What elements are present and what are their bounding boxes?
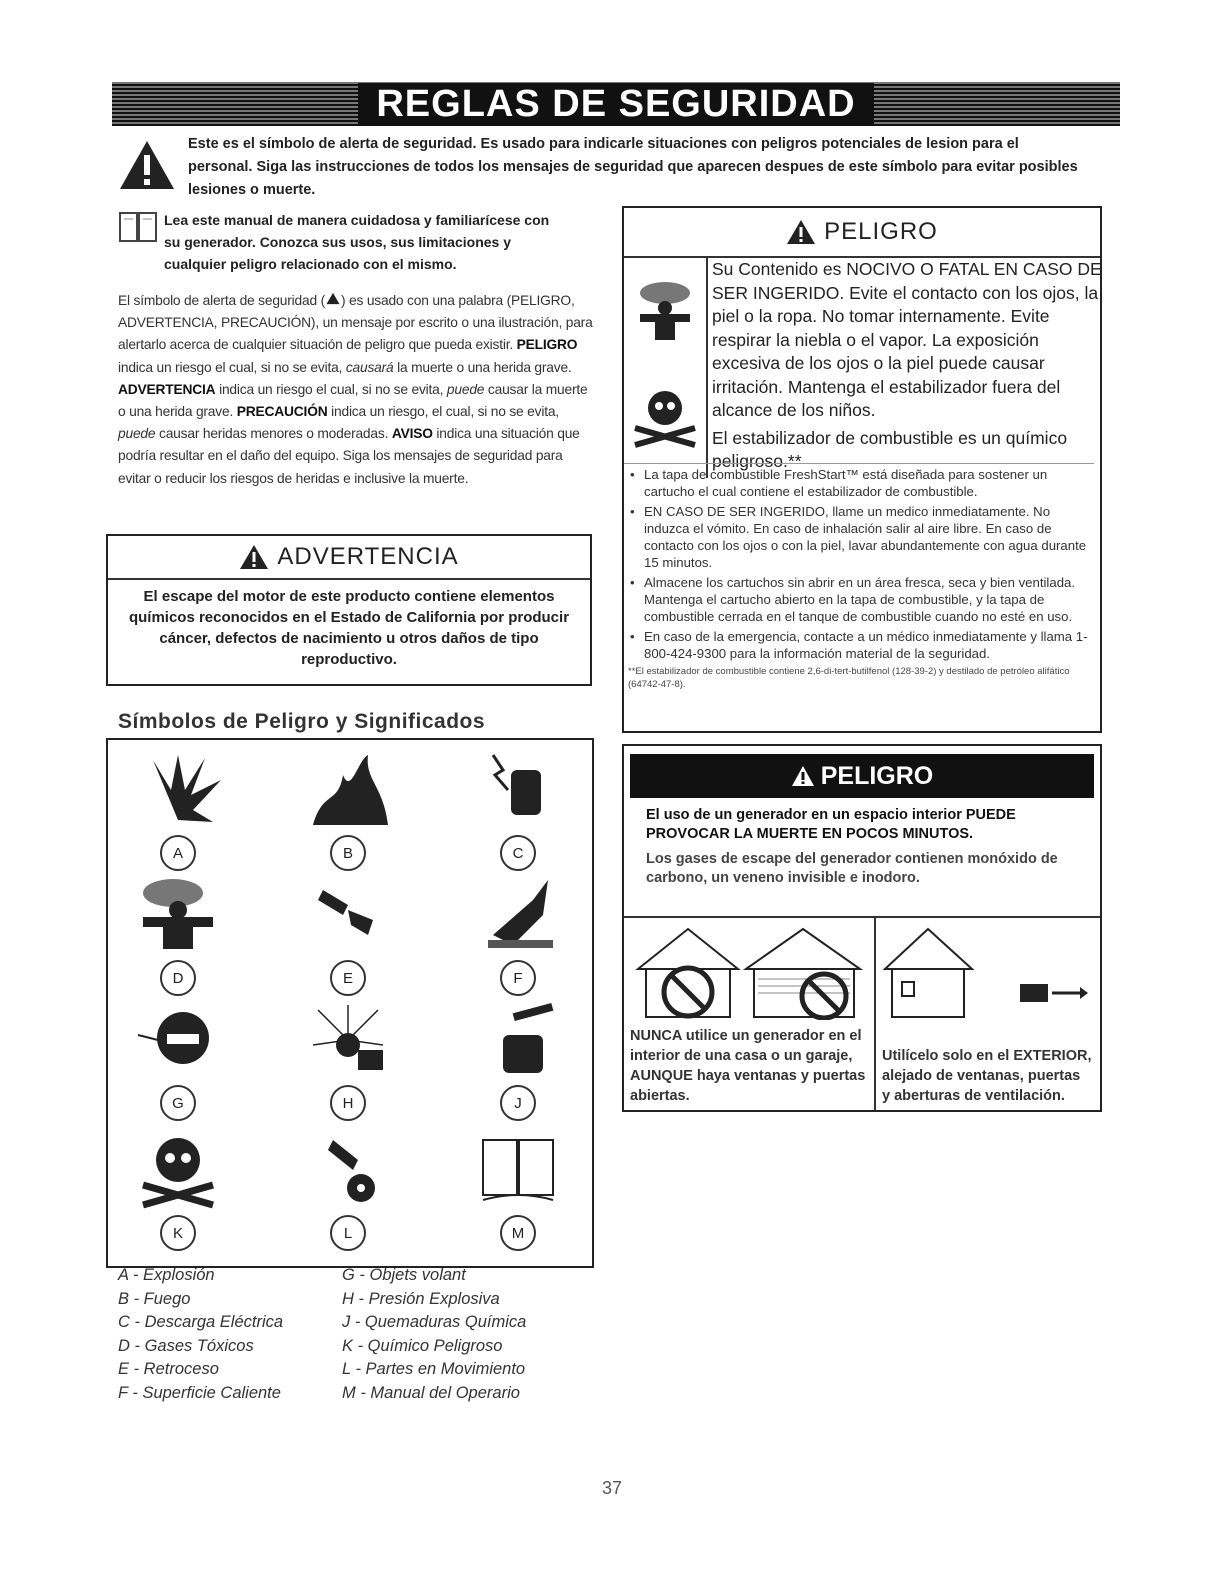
symbols-grid — [106, 738, 594, 1268]
peligro-main-2: El estabilizador de combustible es un químico peligroso.** — [712, 427, 1068, 471]
safety-alert-icon — [118, 139, 176, 191]
outdoor-use-icon — [880, 924, 1090, 1020]
toxic-gas-icon — [133, 875, 223, 955]
intro-line-2: personal. Siga las instrucciones de todos los mensajes de seguridad que aparecen despues de este símbolo para evitar posibles — [188, 159, 1078, 175]
symbol-letter-h: H — [330, 1085, 366, 1121]
warning-triangle-icon — [791, 765, 815, 787]
word-causara: causará — [345, 359, 394, 375]
moving-parts-icon — [303, 1130, 393, 1210]
symbol-e — [288, 875, 408, 996]
symbol-a — [118, 750, 238, 871]
word-puede-2: puede — [118, 426, 156, 442]
peligro-panels — [624, 916, 1100, 1112]
body-text-3: indica un riesgo el cual, si no se evita, — [118, 359, 346, 375]
explosion-icon — [133, 750, 223, 830]
symbol-m — [458, 1130, 578, 1251]
page-title: REGLAS DE SEGURIDAD — [358, 83, 873, 125]
symbol-letter-f: F — [500, 960, 536, 996]
toxic-gas-icon — [630, 278, 700, 348]
symbol-letter-c: C — [500, 835, 536, 871]
advertencia-text: El escape del motor de este producto contiene elementos químicos reconocidos en el Estado de California por producir cáncer, defectos de nacimiento u otros daños de tipo reproductivo. — [108, 578, 590, 676]
symbol-k — [118, 1130, 238, 1251]
advertencia-box — [106, 534, 592, 686]
peligro-title: PELIGRO — [824, 218, 938, 245]
peligro-bullets — [624, 463, 1094, 691]
body-text-4: la muerte o una herida grave. — [393, 359, 572, 375]
kickback-icon — [303, 875, 393, 955]
peligro-title-2: PELIGRO — [820, 761, 934, 790]
symbol-f — [458, 875, 578, 996]
legend-item: J - Quemaduras Química — [342, 1313, 527, 1331]
warning-triangle-icon — [786, 219, 816, 245]
list-item: • EN CASO DE SER INGERIDO, llame un medico inmediatamente. No induzca el vómito. En caso de inhalación salir al aire libre. En caso de contacto con los ojos o con la piel, lavar abundantemente con agua durante 15 minutos. — [624, 503, 1094, 571]
word-peligro: PELIGRO — [516, 337, 578, 353]
legend-item: M - Manual del Operario — [342, 1383, 520, 1402]
skull-crossbones-icon — [133, 1130, 223, 1210]
body-text-8: causar heridas menores o moderadas. — [155, 426, 392, 442]
symbols-title: Símbolos de Peligro y Significados — [118, 710, 486, 733]
symbol-letter-e: E — [330, 960, 366, 996]
manual-note-line-1: Lea este manual de manera cuidadosa y familiarícese con — [164, 212, 550, 228]
outdoor-text: Utilícelo solo en el EXTERIOR, alejado de ventanas, puertas y aberturas de ventilación. — [882, 1048, 1092, 1104]
legend-item: K - Químico Peligroso — [342, 1336, 503, 1355]
symbol-letter-m: M — [500, 1215, 536, 1251]
manual-note-line-3: cualquier peligro relacionado con el mismo. — [164, 256, 457, 272]
peligro-icons — [624, 258, 704, 463]
legend-item: B - Fuego — [118, 1289, 191, 1308]
body-text-5: indica un riesgo el cual, si no se evita, — [215, 381, 447, 397]
body-text-9: indica una situación que podría resultar en el daño del equipo. Siga los mensajes de seguridad para evitar o reducir los riesgos de heridas e inclusive la muerte. — [118, 426, 580, 486]
advertencia-header — [108, 536, 590, 578]
peligro-header — [624, 208, 1100, 258]
safety-alert-intro — [118, 133, 1108, 202]
peligro-main-text — [706, 258, 1102, 478]
body-text-1: El símbolo de alerta de seguridad ( — [118, 293, 325, 308]
inline-alert-icon — [325, 292, 341, 305]
symbol-letter-a: A — [160, 835, 196, 871]
intro-line-3: lesiones o muerte. — [188, 182, 316, 198]
electric-shock-icon — [473, 750, 563, 830]
word-advertencia: ADVERTENCIA — [118, 381, 216, 397]
legend-item: H - Presión Explosiva — [342, 1289, 500, 1308]
panel-indoor — [624, 918, 876, 1110]
symbol-letter-l: L — [330, 1215, 366, 1251]
panel-outdoor — [876, 918, 1098, 1110]
legend-item: C - Descarga Eléctrica — [118, 1313, 284, 1331]
fire-icon — [303, 750, 393, 830]
symbol-g — [118, 1000, 238, 1121]
peligro-text-2: Los gases de escape del generador contienen monóxido de carbono, un veneno invisible e inodoro. — [646, 851, 1058, 886]
symbol-letter-b: B — [330, 835, 366, 871]
symbol-letter-j: J — [500, 1085, 536, 1121]
explosive-pressure-icon — [303, 1000, 393, 1080]
symbol-letter-d: D — [160, 960, 196, 996]
list-item: • Almacene los cartuchos sin abrir en un área fresca, seca y bien ventilada. Mantenga el cartucho abierto en la tapa de combustible, y la tapa de combustible cerrada en el tanque de combustible cuando no esté en uso. — [624, 574, 1094, 625]
symbol-b — [288, 750, 408, 871]
symbol-letter-g: G — [160, 1085, 196, 1121]
legend-item: D - Gases Tóxicos — [118, 1336, 254, 1355]
indoor-text: NUNCA utilice un generador en el interior de una casa o un garaje, AUNQUE haya ventanas y puertas abiertas. — [630, 1028, 866, 1104]
symbol-j — [458, 1000, 578, 1121]
symbol-c — [458, 750, 578, 871]
legend-left-column — [118, 1264, 358, 1405]
peligro-box-carbon-monoxide — [622, 744, 1102, 1112]
chemical-burn-icon — [473, 1000, 563, 1080]
page-number: 37 — [601, 1478, 623, 1498]
signal-words-paragraph — [118, 290, 593, 490]
word-puede-1: puede — [446, 381, 485, 397]
body-text-2: ) es usado con una palabra (PELIGRO, ADVERTENCIA, PRECAUCIÓN), un mensaje por escrito o una ilustración, para alertarlo acerca de cualquier situación de peligro que pueda existir. — [118, 293, 593, 353]
warning-triangle-icon — [239, 544, 269, 570]
operator-manual-icon — [473, 1130, 563, 1210]
flying-objects-icon — [133, 1000, 223, 1080]
peligro-text-1: El uso de un generador en un espacio interior PUEDE PROVOCAR LA MUERTE EN POCOS MINUTOS. — [646, 807, 1016, 842]
indoor-prohibited-icon — [628, 924, 868, 1020]
skull-crossbones-icon — [630, 383, 700, 453]
word-aviso: AVISO — [391, 426, 433, 442]
legend-item: E - Retroceso — [118, 1360, 219, 1378]
legend-item: F - Superficie Caliente — [118, 1383, 281, 1402]
list-item: • En caso de la emergencia, contacte a un médico inmediatamente y llama 1-800-424-9300 para la información material de la seguridad. — [624, 628, 1094, 662]
list-item: • La tapa de combustible FreshStart™ está diseñada para sostener un cartucho el cual contiene el estabilizador de combustible. — [624, 466, 1094, 500]
word-precaucion: PRECAUCIÓN — [236, 404, 328, 420]
symbol-d — [118, 875, 238, 996]
peligro-main-1: Su Contenido es NOCIVO O FATAL EN CASO DE SER INGERIDO. Evite el contacto con los ojos, la piel o la ropa. No tomar internamente. Evite respirar la niebla o el vapor. La exposición excesiva de los ojos o la piel puede causar irritación. Mantenga el estabilizador fuera del alcance de los niños. — [712, 259, 1102, 420]
legend-item: G - Objets volant — [342, 1266, 466, 1284]
symbol-l — [288, 1130, 408, 1251]
body-text-6: causar la muerte o una herida grave. — [118, 381, 588, 420]
body-text-7: indica un riesgo, el cual, si no se evita, — [327, 404, 559, 420]
legend-item: A - Explosión — [118, 1266, 215, 1284]
symbol-letter-k: K — [160, 1215, 196, 1251]
symbol-h — [288, 1000, 408, 1121]
advertencia-title: ADVERTENCIA — [277, 543, 459, 570]
manual-note — [118, 209, 598, 275]
intro-line-1: Este es el símbolo de alerta de seguridad. Es usado para indicarle situaciones con peligros potenciales de lesion para el — [188, 136, 1019, 152]
peligro-header-black — [630, 754, 1094, 798]
hot-surface-icon — [473, 875, 563, 955]
peligro-box-fuel-stabilizer — [622, 206, 1102, 733]
footnote: **El estabilizador de combustible contiene 2,6-di-tert-butilfenol (128-39-2) y destilado de petróleo alifático (64742-47-8). — [628, 666, 1070, 690]
legend-item: L - Partes en Movimiento — [342, 1360, 526, 1378]
legend-right-column — [342, 1264, 582, 1405]
book-icon — [118, 209, 158, 245]
manual-note-line-2: su generador. Conozca sus usos, sus limitaciones y — [164, 234, 511, 250]
title-banner — [112, 82, 1120, 126]
